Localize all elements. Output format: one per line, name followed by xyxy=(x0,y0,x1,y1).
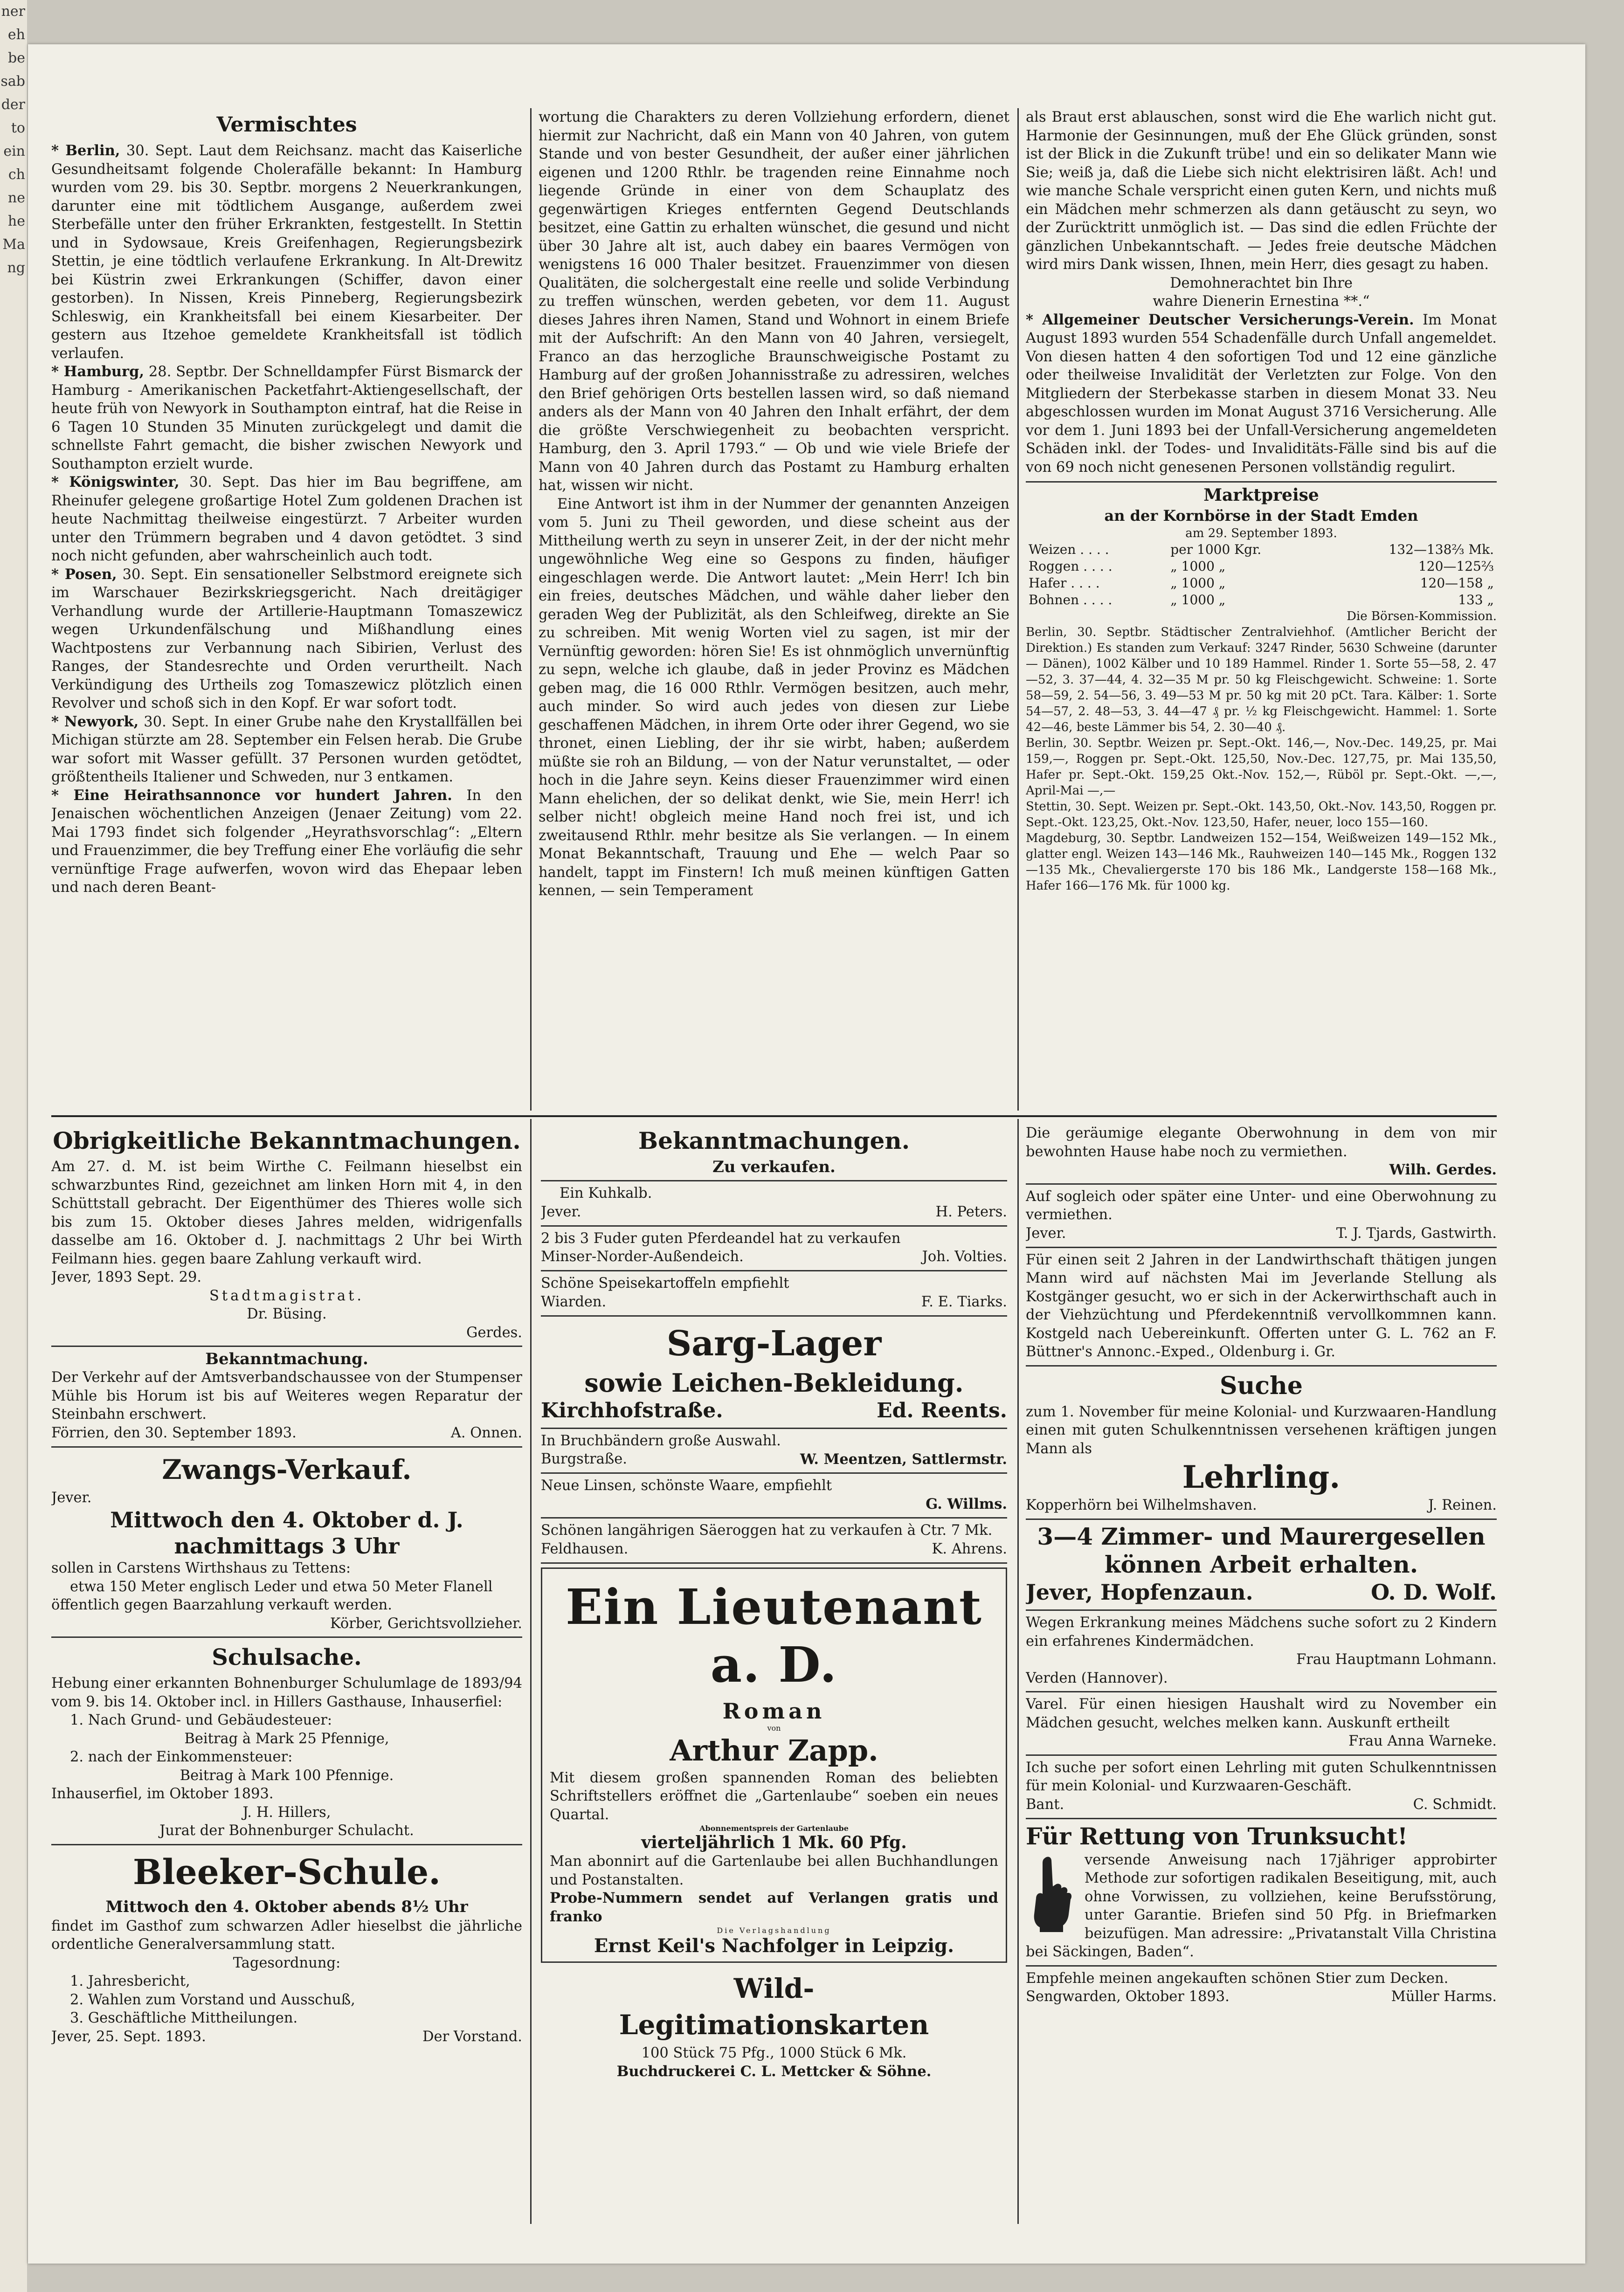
ad-place: Jever, 25. Sept. 1893. xyxy=(51,2028,206,2045)
edge-fragment: sab xyxy=(0,73,25,90)
ad-place: Bant. xyxy=(1026,1796,1064,1813)
ad-place: Wiarden. xyxy=(541,1293,607,1310)
ad-signature: C. Schmidt. xyxy=(1413,1796,1497,1813)
ads-column-middle xyxy=(541,1121,1007,2226)
edge-fragment: to xyxy=(11,120,25,136)
ad-signature: Der Vorstand. xyxy=(422,2028,522,2045)
ad-place: Verden (Hannover). xyxy=(1026,1670,1168,1686)
news-text: 30. Sept. In einer Grube nahe den Krystallfällen bei Michigan stürzte am 28. September ein Felsen herab. Die Grube war sofort mit Wasser gefüllt. 37 Personen wurden getödtet, größtentheils Italiener und Schweden, nur 3 entkamen. xyxy=(51,713,522,785)
edge-fragment: ner xyxy=(1,3,25,20)
ad-text: 100 Stück 75 Pfg., 1000 Stück 6 Mk. xyxy=(641,2045,907,2061)
price-cell: Weizen . . . . xyxy=(1029,542,1109,557)
news-item-versicherung xyxy=(1026,311,1497,477)
ad-signature: Körber, Gerichtsvollzieher. xyxy=(330,1615,522,1632)
price-row xyxy=(1026,541,1497,558)
ad-subtitle: Zu verkaufen. xyxy=(712,1158,836,1176)
ad-title: Legitimationskarten xyxy=(619,2009,929,2041)
ad-signature: K. Ahrens. xyxy=(932,1540,1007,1557)
edge-fragment: Ma xyxy=(2,236,25,253)
ad-signature: Frau Hauptmann Lohmann. xyxy=(1296,1651,1497,1668)
edge-fragment: ne xyxy=(7,190,25,206)
ad-place: Förrien, den 30. September 1893. xyxy=(51,1424,297,1441)
ad-trunksucht xyxy=(1026,1819,1497,1967)
ad-zwangsverkauf xyxy=(51,1448,522,1638)
article-text: Eine Antwort ist ihm in der Nummer der genannten Anzeigen vom 5. Juni zu Theil geworden, und diese scheint aus der Mittheilung werth zu seyn in unserer Zeit, in der der nicht mehr ungewöhnliche Weg eine so Gespons zu finden, häufiger eingeschlagen werde. Die Antwort lautet: „Mein Herr! Ich bin ein freies, deutsches Mädchen, und wähle daher lieber den geraden Weg der Publizität, als den Schleifweg, direkte an Sie zu schreiben. Mit wenig Worten viel zu sagen, ist mir der Vernünftig geworden: hören Sie! Es ist ohnmöglich unvernünftig zu sepn, welche ich glaube, daß in jeder Provinz es Mädchen geben mag, die 16 000 Rthlr. Vermögen besitzen, auch mehr, auch minder. So wird auch jedes von diesen zur Liebe geschaffenen Mädchen, in ihrem Orte oder ihrer Gegend, wo sie thronet, einen Liebling, der ihr sie wirbt, haben; außerdem müßte sie roh an Bildung, — von der Natur verunstaltet, — oder hoch in die Jahre seyn. Keins dieser Frauenzimmer wird einen Mann ehelichen, der so delikat denkt, wie Sie, mein Herr! ich selber nicht! obgleich meine Hand noch frei ist, und ich zweitausend Rthlr. mehr besitze als Sie verlangen. — In einem Monat Bekanntschaft, Trauung und Ehe — welch Paar so handelt, tappt im Finstern! Ich muß meinen künftigen Gatten kennen, — sein Temperament xyxy=(539,496,1009,899)
ad-verlag: Die Verlagshandlung xyxy=(717,1926,831,1935)
ad-stier xyxy=(1026,1967,1497,2010)
ad-office: Stadtmagistrat. xyxy=(209,1287,365,1304)
news-column-3 xyxy=(1026,108,1497,1115)
ad-text: Der Verkehr auf der Amtsverbandschaussee von der Stumpenser Mühle bis Horum ist bis auf Weiteres wegen Reparatur der Steinbahn erschwert. xyxy=(51,1369,522,1422)
news-item xyxy=(51,473,522,566)
column-rule xyxy=(530,1119,532,2224)
ad-oberwohnung xyxy=(1026,1121,1497,1185)
price-row xyxy=(1026,558,1497,575)
ad-place: Sengwarden, Oktober 1893. xyxy=(1026,1988,1230,2005)
ad-abo-price: vierteljährlich 1 Mk. 60 Pfg. xyxy=(641,1833,907,1852)
letter-closing: Demohnerachtet bin Ihre xyxy=(1170,275,1353,291)
ad-lehrling-bant xyxy=(1026,1756,1497,1819)
article-text: als Braut erst ablauschen, sonst wird die Ehe warlich nicht gut. Harmonie der Gesinnungen, muß der Ehe Glück gründen, sonst ist der Blick in die Zukunft trübe! und ein so delikater Mann wie Sie; weiß ja, daß die Liebe sich nicht elektrisiren läßt. Ach! und wie manche Schale verspricht einen guten Kern, und nichts muß ein Mädchen mehr schmerzen als dann getäuscht zu seyn, wo der Zurücktritt unmöglich ist. — Das sind die edlen Früchte der gänzlichen Unbekanntschaft. — Jedes freie deutsche Mädchen wird mirs Dank wissen, Ihnen, mein Herr, dies gesagt zu haben. xyxy=(1026,109,1497,273)
ad-title: Bekanntmachung. xyxy=(205,1350,368,1368)
ad-item: Beitrag à Mark 100 Pfennige. xyxy=(180,1767,394,1784)
market-report-berlin: Berlin, 30. Septbr. Weizen pr. Sept.-Okt. 146,—, Nov.-Dec. 149,25, pr. Mai 159,—, Roggen pr. Sept.-Okt. 125,50, Nov.-Dec. 127,75, pr. Mai 135,50, Hafer pr. Sept.-Okt. 159,25 Okt.-Nov. 152,—, Rüböl pr. Sept.-Okt. —,—, April-Mai —,— xyxy=(1026,736,1497,798)
edge-fragment: ng xyxy=(7,260,25,276)
ad-bleeker-schule xyxy=(51,1845,522,2050)
ad-signature: G. Willms. xyxy=(926,1495,1007,1512)
price-cell: Hafer . . . . xyxy=(1029,575,1100,591)
news-text: 28. Septbr. Der Schnelldampfer Fürst Bismarck der Hamburg - Amerikanischen Packetfahrt-Aktiengesellschaft, der heute früh von Newyork in Southampton eintraf, hat die Reise in 6 Tagen 10 Stunden 35 Minuten zurückgelegt und damit die schnellste Fahrt gemacht, die bisher zwischen Newyork und Southampton erzielt wurde. xyxy=(51,364,522,472)
news-item xyxy=(51,142,522,363)
price-cell: 133 „ xyxy=(1458,592,1494,608)
ad-signature: Frau Anna Warneke. xyxy=(1348,1733,1497,1749)
ad-place: Kirchhofstraße. xyxy=(541,1398,723,1422)
ad-title: Sarg-Lager xyxy=(666,1323,882,1364)
ad-kartoffeln xyxy=(541,1271,1007,1317)
letter-signature: wahre Dienerin Ernestina **.“ xyxy=(1153,293,1370,310)
ad-verlag-name: Ernst Keil's Nachfolger in Leipzig. xyxy=(594,1935,954,1957)
ad-place: Minser-Norder-Außendeich. xyxy=(541,1249,744,1265)
news-text: 30. Sept. Laut dem Reichsanz. macht das Kaiserliche Gesundheitsamt folgende Cholerafälle bekannt: In Hamburg wurden vom 29. bis 30. Septbr. morgens 2 Neuerkrankungen, darunter eine mit tödtlichem Ausgange, außerdem zwei Sterbefälle unter den früher Erkrankten, festgestellt. In Stettin und in Sydowsaue, Kreis Greifenhagen, Regierungsbezirk Stettin, je eine tödtlich verlaufene Erkrankung. In Alt-Drewitz bei Küstrin zwei Erkrankungen (Schiffer, davon einer gestorben). In Nissen, Kreis Pinneberg, Regierungsbezirk Schleswig, ein Krankheitsfall bei einem Kiesarbeiter. Der gestern aus Itzehoe gemeldete Krankheitsfall ist tödlich verlaufen. xyxy=(51,143,522,362)
ad-signature: Dr. Büsing. xyxy=(247,1306,327,1322)
ad-signature: Ed. Reents. xyxy=(877,1398,1007,1422)
pointing-hand-icon xyxy=(1026,1854,1077,1933)
ad-signature: Müller Harms. xyxy=(1391,1988,1497,2005)
market-title: Marktpreise xyxy=(1203,485,1319,505)
section-heading-vermischtes: Vermischtes xyxy=(216,113,357,137)
news-column-2 xyxy=(539,108,1009,1111)
ad-title: Wild- xyxy=(733,1973,815,2004)
agenda-item: 3. Geschäftliche Mittheilungen. xyxy=(70,2010,298,2026)
news-lead: * Berlin, xyxy=(51,142,120,159)
ad-text: versende Anweisung nach 17jähriger approbirter Methode zur sofortigen radikalen Beseitigung, mit, auch ohne Vorwissen, zu vollziehen, keine Berufsstörung, unter Garantie. Briefen sind 50 Pfg. in Briefmarken beizufügen. Man adressire: „Privatanstalt Villa Christina bei Säckingen, Baden“. xyxy=(1026,1851,1497,1960)
ad-title: Schulsache. xyxy=(212,1644,362,1671)
market-report-magdeburg: Magdeburg, 30. Septbr. Landweizen 152—154, Weißweizen 149—152 Mk., glatter engl. Weizen 143—146 Mk., Rauhweizen 140—145 Mk., Roggen 132—135 Mk., Chevaliergerste 170 bis 186 Mk., Landgerste 158—168 Mk., Hafer 166—176 Mk. für 1000 kg. xyxy=(1026,831,1497,893)
news-item xyxy=(51,363,522,473)
ad-author: Arthur Zapp. xyxy=(670,1733,878,1767)
ad-title: Obrigkeitliche Bekanntmachungen. xyxy=(53,1127,521,1154)
ad-title: Ein Lieutenant a. D. xyxy=(566,1578,982,1693)
ad-text: Mit diesem großen spannenden Roman des beliebten Schriftstellers eröffnet die „Gartenlaube“ soeben ein neues Quartal. xyxy=(550,1769,998,1823)
ad-place: Jever. xyxy=(1026,1225,1066,1242)
ad-title: Suche xyxy=(1220,1371,1303,1400)
price-row xyxy=(1026,575,1497,592)
market-date: am 29. September 1893. xyxy=(1185,526,1337,540)
price-cell: Roggen . . . . xyxy=(1029,559,1113,574)
price-cell: 120—158 „ xyxy=(1420,575,1494,591)
ad-signature: Wilh. Gerdes. xyxy=(1389,1161,1497,1178)
ad-text: In Bruchbändern große Auswahl. xyxy=(541,1432,781,1449)
ad-text: Auf sogleich oder später eine Unter- und eine Oberwohnung zu vermiethen. xyxy=(1026,1188,1497,1223)
ad-text: Ich suche per sofort einen Lehrling mit guten Schulkenntnissen für mein Kolonial- und Kurzwaaren-Geschäft. xyxy=(1026,1759,1497,1794)
market-sign: Die Börsen-Kommission. xyxy=(1347,609,1497,623)
ad-wild-legitimation xyxy=(541,1967,1007,2085)
ad-date: Mittwoch den 4. Oktober d. J. xyxy=(110,1507,463,1533)
ad-text: Neue Linsen, schönste Waare, empfiehlt xyxy=(541,1477,832,1494)
agenda-title: Tagesordnung: xyxy=(233,1954,341,1971)
ad-time: nachmittags 3 Uhr xyxy=(174,1533,400,1559)
agenda-item: 1. Jahresbericht, xyxy=(70,1973,190,1989)
ad-signature: T. J. Tjards, Gastwirth. xyxy=(1336,1225,1497,1242)
price-cell: „ 1000 „ xyxy=(1170,575,1226,591)
ad-abo: Abonnementspreis der Gartenlaube xyxy=(699,1824,849,1833)
ad-pferdeandel xyxy=(541,1227,1007,1272)
ad-text: öffentlich gegen Baarzahlung verkauft werden. xyxy=(51,1597,392,1613)
ad-title: Zwangs-Verkauf. xyxy=(162,1453,412,1485)
ad-signature: Buchdruckerei C. L. Mettcker & Söhne. xyxy=(616,2063,932,2080)
price-cell: 120—125⅔ xyxy=(1418,559,1494,574)
ad-subtitle: sowie Leichen-Bekleidung. xyxy=(584,1367,964,1398)
news-item xyxy=(51,566,522,713)
ad-saeroggen xyxy=(541,1519,1007,1564)
news-lead: * Eine Heirathsannonce vor hundert Jahren. xyxy=(51,787,452,804)
ad-signature: H. Peters. xyxy=(935,1203,1007,1220)
ad-probe: Probe-Nummern sendet auf Verlangen gratis und franko xyxy=(550,1890,998,1925)
ad-suche-lehrling xyxy=(1026,1367,1497,1520)
edge-fragment: he xyxy=(7,213,25,229)
news-text: In den Jenaischen wöchentlichen Anzeigen (Jenaer Zeitung) vom 22. Mai 1793 findet sich folgender „Heyrathsvorschlag“: „Eltern und Frauenzimmer, die bey Treffung einer Ehe vorläufig die sehr vernünftige Frage aufwerfen, wovon wird das Ehepaar leben und nach deren Beant- xyxy=(51,787,522,896)
ad-kostgaenger xyxy=(1026,1248,1497,1367)
ad-kindermaedchen xyxy=(1026,1611,1497,1692)
news-text: 30. Sept. Ein sensationeller Selbstmord ereignete sich im Warschauer Bezirkskriegsgericht. Nach dreitägiger Verhandlung wurde der Artillerie-Hauptmann Tomaszewicz wegen Urkundenfälschung und Mißhandlung eines Wachtpostens zur Verbannung nach Sibirien, Verlust des Ranges, der Standesrechte und Orden verurtheilt. Nach Verkündigung des Urtheils zog Tomaszewicz plötzlich einen Revolver und schoß sich in den Kopf. Er war sofort todt. xyxy=(51,566,522,711)
ad-text: Die geräumige elegante Oberwohnung in dem von mir bewohnten Hause habe noch zu vermiethen. xyxy=(1026,1125,1497,1160)
news-lead: * Newyork, xyxy=(51,713,139,730)
ad-roman: Roman xyxy=(722,1698,826,1724)
ad-text: Hebung einer erkannten Bohnenburger Schulumlage de 1893/94 vom 9. bis 14. Oktober incl. in Hillers Gasthause, Inhauserfiel: xyxy=(51,1675,522,1710)
news-lead: * Königswinter, xyxy=(51,474,180,490)
column-rule xyxy=(1017,108,1019,1111)
news-lead: * Allgemeiner Deutscher Versicherungs-Verein. xyxy=(1026,311,1414,328)
column-rule xyxy=(530,108,532,1111)
agenda-list xyxy=(51,1972,522,2028)
ad-title: Bekanntmachungen. xyxy=(638,1127,910,1154)
ad-signature: J. Reinen. xyxy=(1428,1497,1497,1513)
ad-text: Ein Kuhkalb. xyxy=(560,1185,652,1201)
ad-text: Am 27. d. M. ist beim Wirthe C. Feilmann hieselbst ein schwarzbuntes Rind, gezeichnet am linken Horn mit 4, in den Schüttstall gebracht. Der Eigenthümer des Thieres wolle sich bis zum 15. Oktober dieses Jahres melden, widrigenfalls dasselbe am 16. Oktober d. J. nachmittags 2 Uhr bei Wirth Feilmann hies. gegen baare Zahlung verkauft wird. xyxy=(51,1159,522,1267)
market-report-stettin: Stettin, 30. Sept. Weizen pr. Sept.-Okt. 143,50, Okt.-Nov. 143,50, Roggen pr. Sept.-Okt. 123,25, Okt.-Nov. 123,50, Hafer, neuer, loco 155—160. xyxy=(1026,800,1497,829)
ad-signature: Gerdes. xyxy=(466,1324,522,1341)
news-item xyxy=(51,713,522,787)
ads-column-right xyxy=(1026,1121,1497,2226)
news-text: Im Monat August 1893 wurden 554 Schadenfälle durch Unfall angemeldet. Von diesen hatten 4 den sofortigen Tod und 12 eine gänzliche oder theilweise Invalidität der Verletzten zur Folge. Von den Mitgliedern der Sterbekasse starben in diesem Monat 33. Neu abgeschlossen wurden im Monat August 3716 Versicherung. Alle vor dem 1. Juni 1893 bei der Unfall-Versicherung angemeldeten Schäden inkl. der Todes- und Invaliditäts-Fälle sind bis auf die von 69 noch nicht genesenen Personen vollständig regulirt. xyxy=(1026,311,1497,476)
ad-text: Varel. Für einen hiesigen Haushalt wird zu November ein Mädchen gesucht, welches melken kann. Auskunft ertheilt xyxy=(1026,1696,1497,1731)
ad-place: Jever, 1893 Sept. 29. xyxy=(51,1269,202,1285)
previous-page-edge xyxy=(0,0,27,2292)
news-text: 30. Sept. Das hier im Bau begriffene, am Rheinufer gelegene großartige Hotel Zum goldenen Drachen ist heute Nachmittag theilweise eingestürzt. 7 Arbeiter wurden unter den Trümmern begraben und 4 davon getödtet. 3 sind noch nicht gefunden, aber wahrscheinlich auch todt. xyxy=(51,474,522,564)
ad-keyword: Lehrling. xyxy=(1182,1459,1341,1495)
ad-signature: W. Meentzen, Sattlermstr. xyxy=(800,1451,1007,1468)
ad-text: sollen in Carstens Wirthshaus zu Tettens: xyxy=(51,1560,351,1576)
ad-signature: Joh. Volties. xyxy=(922,1249,1007,1265)
price-cell: „ 1000 „ xyxy=(1170,559,1226,574)
ad-title: Bleeker-Schule. xyxy=(133,1852,441,1892)
ad-item: 2. nach der Einkommensteuer: xyxy=(70,1749,293,1765)
ad-signature: A. Onnen. xyxy=(450,1424,522,1441)
ad-signature: J. H. Hillers, xyxy=(242,1804,331,1821)
news-column-1 xyxy=(51,108,522,1106)
ad-item: Beitrag à Mark 25 Pfennige, xyxy=(184,1730,389,1747)
ad-text: Empfehle meinen angekauften schönen Stier zum Decken. xyxy=(1026,1970,1449,1987)
ad-title: Für Rettung von Trunksucht! xyxy=(1026,1822,1408,1850)
news-items xyxy=(51,142,522,897)
price-cell: 132—138⅔ Mk. xyxy=(1389,542,1494,557)
ad-text: Schönen langährigen Säeroggen hat zu verkaufen à Ctr. 7 Mk. xyxy=(541,1522,993,1539)
ad-linsen xyxy=(541,1474,1007,1519)
edge-fragment: eh xyxy=(7,27,25,43)
market-report-berlin-vieh: Berlin, 30. Septbr. Städtischer Zentralviehhof. (Amtlicher Bericht der Direktion.) Es standen zum Verkauf: 3247 Rinder, 5630 Schweine (darunter — Dänen), 1002 Kälber und 10 189 Hammel. Rinder 1. Sorte 55—58, 2. 47—52, 3. 37—44, 4. 32—35 M pr. 50 kg Fleischgewicht. Schweine: 1. Sorte 58—59, 2. 54—56, 3. 49—53 M pr. 50 kg mit 20 pCt. Tara. Kälber: 1. Sorte 54—57, 2. 48—53, 3. 44—47 ₰ pr. ½ kg Fleischgewicht. Hammel: 1. Sorte 42—46, beste Lämmer bis 54, 2. 30—40 ₰. xyxy=(1026,625,1497,734)
ad-signature: O. D. Wolf. xyxy=(1371,1580,1497,1605)
ad-text: findet im Gasthof zum schwarzen Adler hieselbst die jährliche ordentliche Generalversammlung statt. xyxy=(51,1918,522,1953)
ad-unterwohnung xyxy=(1026,1185,1497,1248)
ad-signature: F. E. Tiarks. xyxy=(921,1293,1007,1310)
ad-place: Inhauserfiel, im Oktober 1893. xyxy=(51,1786,274,1802)
ad-text: Man abonnirt auf die Gartenlaube bei allen Buchhandlungen und Postanstalten. xyxy=(550,1853,998,1888)
ad-kuhkalb xyxy=(541,1181,1007,1227)
price-table xyxy=(1026,541,1497,608)
ad-text: Schöne Speisekartoffeln empfiehlt xyxy=(541,1275,789,1291)
ad-text: Für einen seit 2 Jahren in der Landwirthschaft thätigen jungen Mann wird auf nächsten Mai im Jeverlande Stellung als Kostgänger gesucht, wo er sich in der Ackerwirthschaft auch in der Viehzüchtung und Pferdekenntniß vervollkommnen kann. Kostgeld nach Uebereinkunft. Offerten unter G. L. 762 an F. Büttner's Annonc.-Exped., Oldenburg i. Gr. xyxy=(1026,1251,1497,1360)
ad-item: 1. Nach Grund- und Gebäudesteuer: xyxy=(70,1712,332,1728)
price-cell: Bohnen . . . . xyxy=(1029,592,1113,608)
edge-fragment: be xyxy=(8,50,25,66)
article-text: wortung die Charakters zu deren Vollziehung erfordern, dienet hiermit zur Nachricht, daß ein Mann von 40 Jahren, von gutem Stande und von bester Gesundheit, der außer einer jährlichen eigenen und 1200 Rthlr. be tragenden reine Einnahme noch liegende Gründe in einer von dem Schauplatz des gegenwärtigen Krieges entfernten Gegend Deutschlands besitzet, eine Gattin zu erhalten wünschet, die gesund und nicht über 30 Jahre alt ist, auch dabey ein baares Vermögen von wenigstens 16 000 Thaler besitzet. Frauenzimmer von diesen Qualitäten, die solchergestalt eine reelle und solide Verbindung zu treffen wünschen, werden gebeten, vor dem 11. August dieses Jahres ihren Namen, Stand und Wohnort in einem Briefe mit der Aufschrift: An den Mann von 40 Jahren, versiegelt, Franco an das herzogliche Braunschweigische Postamt zu Hamburg auf der großen Johannisstraße zu adressiren, welches den Brief gehörigen Orts bestellen lassen wird, so daß niemand anders als der Mann von 40 Jahren den Inhalt erfährt, der dem die größte Verschwiegenheit zu beobachten verspricht. Hamburg, den 3. April 1793.“ — Ob und wie viele Briefe der Mann von 40 Jahren durch das Postamt zu Hamburg erhalten hat, wissen wir nicht. xyxy=(539,109,1009,494)
ad-lieutenant xyxy=(541,1567,1007,1963)
ad-obrigkeitlich xyxy=(51,1121,522,1347)
price-cell: per 1000 Kgr. xyxy=(1170,542,1262,557)
edge-fragment: der xyxy=(1,97,25,113)
ad-bekanntmachungen xyxy=(541,1121,1007,1181)
price-row xyxy=(1026,592,1497,608)
news-item xyxy=(51,787,522,897)
pointing-hand-icon-svg xyxy=(1026,1854,1077,1933)
ads-column-left xyxy=(51,1121,522,2226)
ad-place: Jever. xyxy=(51,1489,92,1506)
edge-fragment: ch xyxy=(8,166,25,183)
ad-bekanntmachung xyxy=(51,1347,522,1448)
ad-schulsache xyxy=(51,1638,522,1845)
ad-sarg-lager xyxy=(541,1317,1007,1429)
ad-text: 2 bis 3 Fuder guten Pferdeandel hat zu verkaufen xyxy=(541,1230,901,1247)
news-lead: * Hamburg, xyxy=(51,363,145,380)
price-cell: „ 1000 „ xyxy=(1170,592,1226,608)
ad-text: etwa 150 Meter englisch Leder und etwa 50 Meter Flanell xyxy=(70,1578,493,1595)
ad-varel xyxy=(1026,1692,1497,1756)
ad-title: können Arbeit erhalten. xyxy=(1104,1551,1418,1578)
ad-date: Mittwoch den 4. Oktober abends 8½ Uhr xyxy=(105,1897,468,1916)
ad-role: Jurat der Bohnenburger Schulacht. xyxy=(159,1823,414,1839)
news-lead: * Posen, xyxy=(51,566,117,583)
ad-place: Burgstraße. xyxy=(541,1451,627,1467)
ad-place: Feldhausen. xyxy=(541,1540,629,1557)
column-rule xyxy=(1017,1119,1019,2224)
edge-fragment: ein xyxy=(3,143,25,159)
ad-title: 3—4 Zimmer- und Maurergesellen xyxy=(1037,1523,1486,1550)
ad-place: Kopperhörn bei Wilhelmshaven. xyxy=(1026,1497,1257,1513)
ad-bruchbaender xyxy=(541,1429,1007,1474)
ad-maurergesellen xyxy=(1026,1520,1497,1611)
ad-place: Jever, Hopfenzaun. xyxy=(1026,1580,1253,1605)
ad-von: von xyxy=(767,1723,781,1733)
ad-place: Jever. xyxy=(541,1203,581,1220)
market-subtitle: an der Kornbörse in der Stadt Emden xyxy=(1104,507,1418,525)
ad-text: Wegen Erkrankung meines Mädchens suche sofort zu 2 Kindern ein erfahrenes Kindermädchen. xyxy=(1026,1615,1497,1650)
ad-text: zum 1. November für meine Kolonial- und Kurzwaaren-Handlung einen mit guten Schulkenntnissen versehenen kräftigen jungen Mann als xyxy=(1026,1403,1497,1457)
section-divider xyxy=(51,1115,1497,1117)
agenda-item: 2. Wahlen zum Vorstand und Ausschuß, xyxy=(70,1991,355,2008)
